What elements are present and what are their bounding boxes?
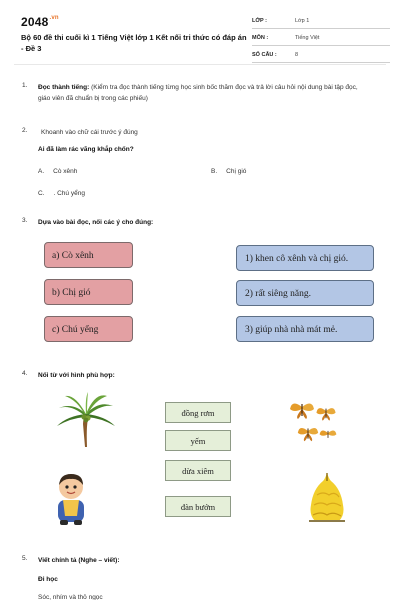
word-box-coconut[interactable]: dừa xiêm — [165, 460, 231, 481]
meta-row-count — [252, 49, 390, 63]
match-right-1[interactable]: 1) khen cô xênh và chị gió. — [236, 245, 374, 271]
match-right-3[interactable]: 3) giúp nhà nhà mát mẻ. — [236, 316, 374, 342]
meta-label: SỐ CÂU : — [252, 52, 277, 58]
question-number: 4. — [22, 370, 28, 377]
site-logo[interactable] — [21, 15, 59, 29]
question-title: Đọc thành tiếng: — [38, 84, 90, 91]
dictation-title: Đi học — [38, 576, 58, 583]
meta-value: Tiếng Việt — [295, 35, 320, 41]
question-text: Viết chính tả (Nghe – viết): — [38, 557, 120, 564]
match-right-2[interactable]: 2) rất siêng năng. — [236, 280, 374, 306]
meta-row-class — [252, 15, 390, 29]
question-text: Dựa vào bài đọc, nối các ý cho đúng: — [38, 219, 154, 226]
meta-value: 8 — [295, 52, 299, 58]
question-text: Khoanh vào chữ cái trước ý đúng — [41, 129, 138, 136]
question-prompt: Ai đã làm rác vãng khắp chốn? — [38, 146, 134, 153]
match-left-b[interactable]: b) Chị gió — [44, 279, 133, 305]
page-title: Bộ 60 đề thi cuối kì 1 Tiếng Việt lớp 1 Kết nối tri thức có đáp án - Đề 3 — [21, 33, 247, 53]
dictation-line: Sóc, nhím và thỏ ngọc — [38, 594, 103, 600]
option-b[interactable] — [211, 168, 255, 175]
question-text: Nối từ với hình phù hợp: — [38, 372, 115, 379]
word-box-bib[interactable]: yếm — [165, 430, 231, 451]
logo-suffix: .vn — [49, 15, 59, 21]
coconut-tree-picture[interactable] — [55, 392, 117, 448]
question-number: 5. — [22, 555, 28, 562]
meta-label: LỚP : — [252, 18, 267, 24]
option-letter: A. — [38, 168, 45, 175]
match-left-c[interactable]: c) Chú yểng — [44, 316, 133, 342]
exam-meta — [252, 15, 390, 66]
header-divider — [14, 64, 386, 65]
option-letter: C. — [38, 190, 45, 197]
meta-value: Lớp 1 — [295, 18, 310, 24]
page-header — [14, 12, 386, 60]
question-number: 1. — [22, 82, 28, 89]
question-number: 2. — [22, 127, 28, 134]
meta-row-subject — [252, 32, 390, 46]
meta-label: MÔN : — [252, 35, 269, 41]
option-letter: B. — [211, 168, 218, 175]
option-text: Cò xênh — [53, 168, 78, 175]
question-text — [38, 82, 368, 104]
option-a[interactable] — [38, 168, 86, 175]
word-box-straw[interactable]: đồng rơm — [165, 402, 231, 423]
option-c[interactable] — [38, 190, 94, 197]
logo-text: 2048 — [21, 15, 49, 29]
option-text: Chị gió — [226, 168, 247, 175]
straw-pile-picture[interactable] — [303, 471, 351, 525]
match-left-a[interactable]: a) Cò xênh — [44, 242, 133, 268]
question-body: (Kiểm tra đọc thành tiếng từng học sinh bốc thăm đọc và trả lời câu hỏi nội dung bài tập đọc, giáo viên đã chuẩn bị trong các phiếu) — [38, 84, 358, 102]
child-bib-picture[interactable] — [50, 470, 92, 526]
option-text: . Chú yểng — [53, 190, 85, 197]
question-number: 3. — [22, 217, 28, 224]
butterflies-picture[interactable] — [288, 397, 340, 445]
word-box-butterflies[interactable]: đàn bướm — [165, 496, 231, 517]
